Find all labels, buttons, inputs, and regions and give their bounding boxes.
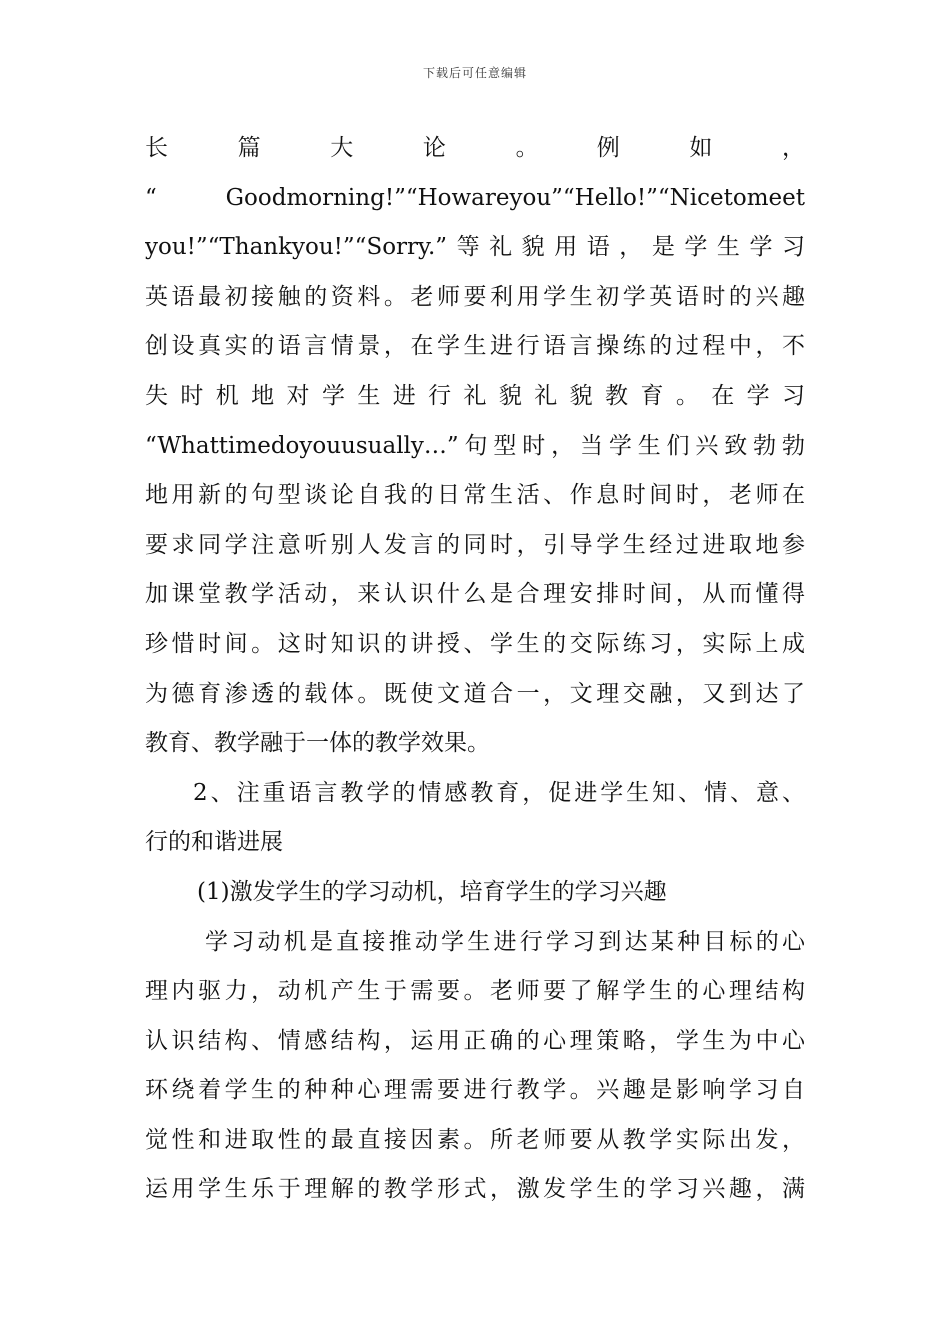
text-line: 加课堂教学活动，来认识什么是合理安排时间，从而懂得 xyxy=(145,581,805,608)
text-line: 觉性和进取性的最直接因素。所老师要从教学实际出发， xyxy=(145,1126,805,1153)
text-line: 理内驱力，动机产生于需要。老师要了解学生的心理结构 xyxy=(145,978,805,1005)
text-line: 珍惜时间。这时知识的讲授、学生的交际练习，实际上成 xyxy=(145,630,805,657)
section-heading-line: 行的和谐进展 xyxy=(145,829,283,856)
body-text xyxy=(145,124,805,1215)
text-line: 认识结构、情感结构，运用正确的心理策略，学生为中心 xyxy=(145,1027,805,1054)
text-line: 地用新的句型谈论自我的日常生活、作息时间时，老师在 xyxy=(145,482,805,509)
text-line: “Whattimedoyouusually…”句型时，当学生们兴致勃勃 xyxy=(145,432,805,459)
text-line: “ Goodmorning!”“Howareyou”“Hello!”“Nicetomeet xyxy=(145,184,805,211)
page-header: 下载后可任意编辑 xyxy=(422,66,527,80)
text-line: you!”“Thankyou!”“Sorry.”等礼貌用语，是学生学习 xyxy=(145,234,805,261)
text-line: 教育、教学融于一体的教学效果。 xyxy=(145,730,490,757)
text-line: 失时机地对学生进行礼貌礼貌教育。在学习 xyxy=(145,382,805,409)
subsection-heading: (1)激发学生的学习动机，培育学生的学习兴趣 xyxy=(197,878,667,905)
text-line: 为德育渗透的载体。既使文道合一，文理交融，又到达了 xyxy=(145,680,805,707)
text-line: 英语最初接触的资料。老师要利用学生初学英语时的兴趣 xyxy=(145,283,805,310)
text-line: 学习动机是直接推动学生进行学习到达某种目标的心 xyxy=(205,928,805,955)
text-line: 运用学生乐于理解的教学形式，激发学生的学习兴趣，满 xyxy=(145,1176,805,1203)
text-line: 要求同学注意听别人发言的同时，引导学生经过进取地参 xyxy=(145,531,805,558)
text-line: 环绕着学生的种种心理需要进行教学。兴趣是影响学习自 xyxy=(145,1077,805,1104)
section-heading-line: 2、注重语言教学的情感教育，促进学生知、情、意、 xyxy=(193,779,805,806)
text-line: 长 篇 大 论 。 例 如 ， xyxy=(145,135,805,161)
text-line: 创设真实的语言情景，在学生进行语言操练的过程中，不 xyxy=(145,333,805,360)
